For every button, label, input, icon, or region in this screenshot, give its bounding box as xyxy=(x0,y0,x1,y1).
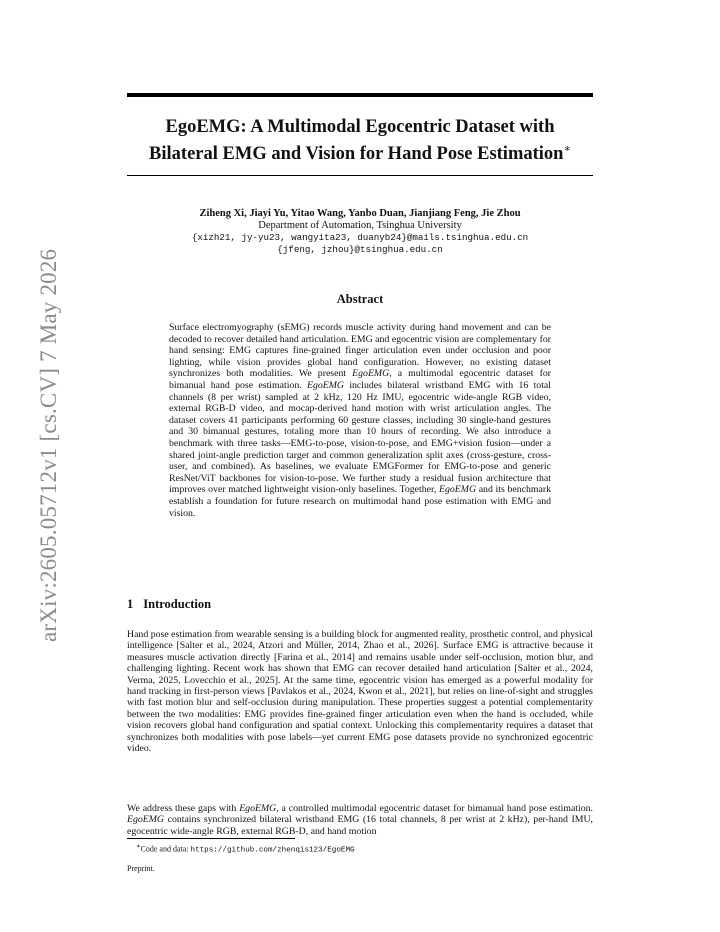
intro-p2-part-b: , a controlled multimodal egocentric dataset for bimanual hand pose estimation. xyxy=(276,803,593,814)
title-line-1: EgoEMG: A Multimodal Egocentric Dataset with xyxy=(165,117,555,137)
abstract-part-2: , a multimodal egocentric dataset for bimanual hand pose estimation. xyxy=(169,368,551,391)
intro-p2-part-c: contains synchronized bilateral wristband EMG (16 total channels, 8 per wrist at 2 kHz), per-hand IMU, egocentric wide-angle RGB, external RGB-D, and hand motion xyxy=(127,814,593,837)
abstract-part-1: Surface electromyography (sEMG) records muscle activity during hand movement and can be decoded to recover detailed hand articulation. EMG and egocentric vision are complementary for hand sensing: EMG captures fine-grained finger articulation even under occlusion and poor lighting, while vision provides global hand configuration. However, no existing dataset synchronizes both modalities. We present xyxy=(169,322,551,380)
section-title: Introduction xyxy=(143,597,212,611)
intro-p2-part-a: We address these gaps with xyxy=(127,803,240,814)
abstract-part-3: includes bilateral wristband EMG with 16 total channels (8 per wrist) sampled at 2 kHz, 120 Hz IMU, egocentric wide-angle RGB video, external RGB-D video, and mocap-derived hand motion with wrist articulation angles. The dataset covers 41 participants performing 60 gesture classes, including 30 single-hand gestures and 30 bimanual gestures, totaling more than 10 hours of recording. We also introduce a benchmark with three tasks—EMG-to-pose, vision-to-pose, and EMG+vision fusion—under a shared joint-angle prediction target and common generalization split axes (cross-gesture, cross-user, and combined). As baselines, we evaluate EMGFormer for EMG-to-pose and generic ResNet/ViT backbones for vision-to-pose. We further study a residual fusion architecture that improves over matched lightweight vision-only baselines. Together, xyxy=(169,379,551,496)
paper-title xyxy=(127,116,593,165)
footnote-rule xyxy=(127,838,295,839)
footnote-url-link[interactable]: https://github.com/zhenqis123/EgoEMG xyxy=(190,846,355,855)
abstract-emph-3: EgoEMG xyxy=(439,484,477,496)
abstract-part-4: and its benchmark establish a foundation for future research on multimodal hand pose estimation with EMG and vision. xyxy=(169,484,552,519)
intro-p2-emph-1: EgoEMG xyxy=(239,803,277,814)
section-number: 1 xyxy=(127,597,134,611)
abstract-emph-2: EgoEMG xyxy=(306,379,344,391)
abstract-heading: Abstract xyxy=(336,292,384,306)
intro-paragraph-1: Hand pose estimation from wearable sensing is a building block for augmented reality, prosthetic control, and physical intelligence [Salter et al., 2024, Atzori and Müller, 2014, Zhao et al., 2026]. Surface EMG is attractive because it measures muscle activation directly [Farina et al., 2014] and remains usable under self-occlusion, motion blur, and challenging lighting. Recent work has shown that EMG can recover detailed hand articulation [Salter et al., 2024, Verma, 2025, Lovecchio et al., 2025]. At the same time, egocentric vision has emerged as a powerful modality for hand tracking in first-person views [Pavlakos et al., 2024, Kwon et al., 2021], but relies on line-of-sight and struggles with fast motion blur and self-occlusion during manipulation. These properties suggest a potential complementarity between the two modalities: EMG provides fine-grained finger articulation even when the hand is occluded, while vision recovers global hand configuration and spatial context. Unlocking this complementarity requires a dataset that synchronizes both modalities with pose labels—yet current EMG pose datasets provide no synchronized egocentric video. xyxy=(127,629,593,755)
preprint-label: Preprint. xyxy=(127,864,155,873)
footnote-marker: ∗ xyxy=(136,843,141,850)
footnote xyxy=(136,842,355,856)
title-footnote-marker: ∗ xyxy=(563,143,571,155)
intro-paragraph-2 xyxy=(127,803,593,837)
abstract-emph-1: EgoEMG xyxy=(352,368,390,380)
abstract-text xyxy=(169,322,551,519)
title-bottom-rule xyxy=(127,175,593,176)
affiliation: Department of Automation, Tsinghua University xyxy=(258,220,462,231)
title-top-rule xyxy=(127,93,593,97)
arxiv-identifier: arXiv:2605.05712v1 [cs.CV] 7 May 2026 xyxy=(36,248,61,642)
footnote-label: Code and data: xyxy=(140,844,191,854)
intro-p2-emph-2: EgoEMG xyxy=(127,814,165,826)
section-heading-introduction xyxy=(127,597,211,612)
author-block xyxy=(127,208,593,256)
author-emails-1: {xizh21, jy-yu23, wangyita23, duanyb24}@mails.tsinghua.edu.cn xyxy=(191,232,529,243)
author-names: Ziheng Xi, Jiayi Yu, Yitao Wang, Yanbo Duan, Jianjiang Feng, Jie Zhou xyxy=(199,208,521,219)
author-emails-2: {jfeng, jzhou}@tsinghua.edu.cn xyxy=(277,244,443,255)
title-line-2: Bilateral EMG and Vision for Hand Pose Estimation xyxy=(149,144,564,165)
